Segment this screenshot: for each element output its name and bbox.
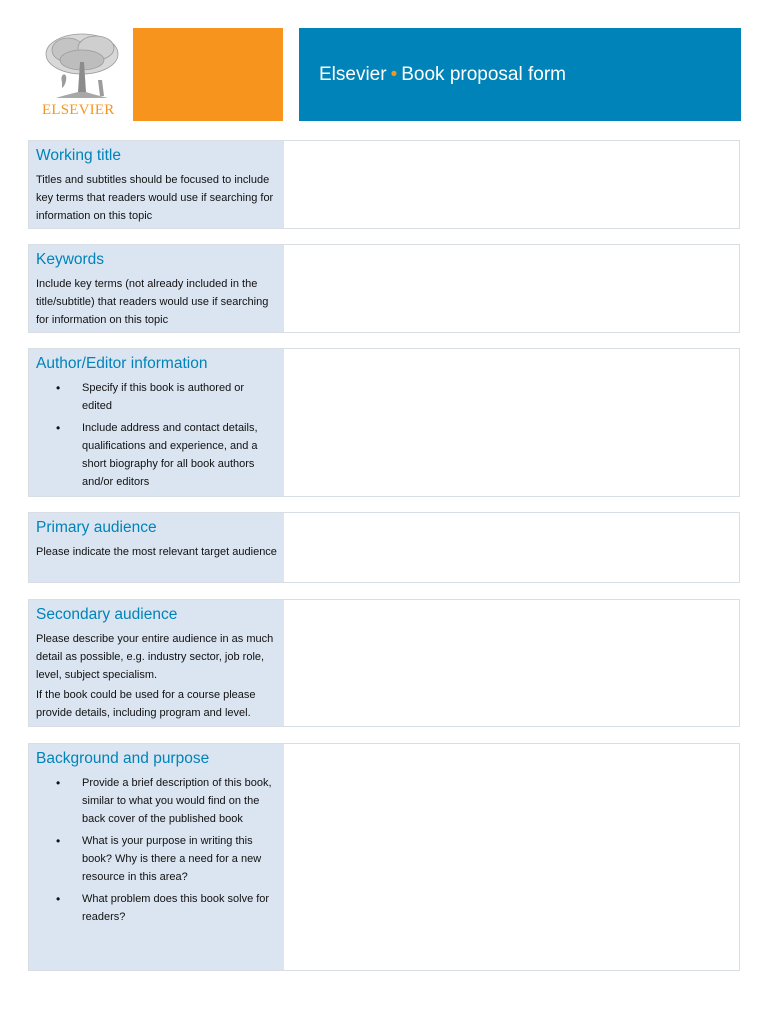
section-title: Keywords bbox=[36, 251, 105, 268]
row-label bbox=[29, 744, 284, 970]
logo-wordmark: ELSEVIER bbox=[42, 102, 115, 118]
section-description: Include key terms (not already included in the title/subtitle) that readers would use if searching for information on this topic bbox=[36, 278, 269, 326]
section-description: Titles and subtitles should be focused to include key terms that readers would use if searching for information on this topic bbox=[36, 174, 274, 222]
list-item: • What problem does this book solve for readers? bbox=[36, 890, 277, 926]
row-secondary-audience bbox=[28, 599, 740, 727]
primary-audience-input[interactable] bbox=[284, 513, 739, 582]
tree-logo-icon bbox=[40, 30, 124, 100]
section-title: Author/Editor information bbox=[36, 355, 208, 372]
description-paragraph: If the book could be used for a course please provide details, including program and level. bbox=[36, 689, 256, 719]
description-paragraph: Please describe your entire audience in as much detail as possible, e.g. industry sector, job role, level, subject specialism. bbox=[36, 633, 274, 681]
list-item: • Specify if this book is authored or edited bbox=[36, 379, 277, 415]
title-separator: • bbox=[390, 63, 398, 85]
form-title: Book proposal form bbox=[401, 63, 566, 85]
elsevier-logo-block bbox=[28, 28, 283, 121]
secondary-audience-input[interactable] bbox=[284, 600, 739, 726]
orange-logo-panel bbox=[133, 28, 283, 121]
row-label bbox=[29, 349, 284, 496]
page-title bbox=[319, 64, 566, 86]
section-title: Secondary audience bbox=[36, 606, 178, 623]
row-label bbox=[29, 513, 284, 582]
row-working-title bbox=[28, 140, 740, 229]
row-label bbox=[29, 141, 284, 228]
list-item: • Provide a brief description of this book, similar to what you would find on the back cover of the published book bbox=[36, 774, 277, 828]
bullet-list bbox=[36, 774, 277, 926]
row-label bbox=[29, 600, 284, 726]
bullet-list bbox=[36, 379, 277, 491]
row-primary-audience bbox=[28, 512, 740, 583]
section-description bbox=[36, 630, 277, 722]
row-author-editor bbox=[28, 348, 740, 497]
row-keywords bbox=[28, 244, 740, 333]
list-item: • What is your purpose in writing this book? Why is there a need for a new resource in this area? bbox=[36, 832, 277, 886]
section-title: Background and purpose bbox=[36, 750, 210, 767]
working-title-input[interactable] bbox=[284, 141, 739, 228]
section-title: Working title bbox=[36, 147, 121, 164]
elsevier-logo bbox=[28, 28, 133, 121]
section-description: Please indicate the most relevant target audience bbox=[36, 546, 277, 558]
row-background-purpose bbox=[28, 743, 740, 971]
brand-name: Elsevier bbox=[319, 63, 387, 85]
background-purpose-input[interactable] bbox=[284, 744, 739, 970]
title-bar bbox=[299, 28, 741, 121]
section-title: Primary audience bbox=[36, 519, 157, 536]
keywords-input[interactable] bbox=[284, 245, 739, 332]
author-editor-input[interactable] bbox=[284, 349, 739, 496]
list-item: • Include address and contact details, qualifications and experience, and a short biography for all book authors and/or editors bbox=[36, 419, 277, 491]
row-label bbox=[29, 245, 284, 332]
